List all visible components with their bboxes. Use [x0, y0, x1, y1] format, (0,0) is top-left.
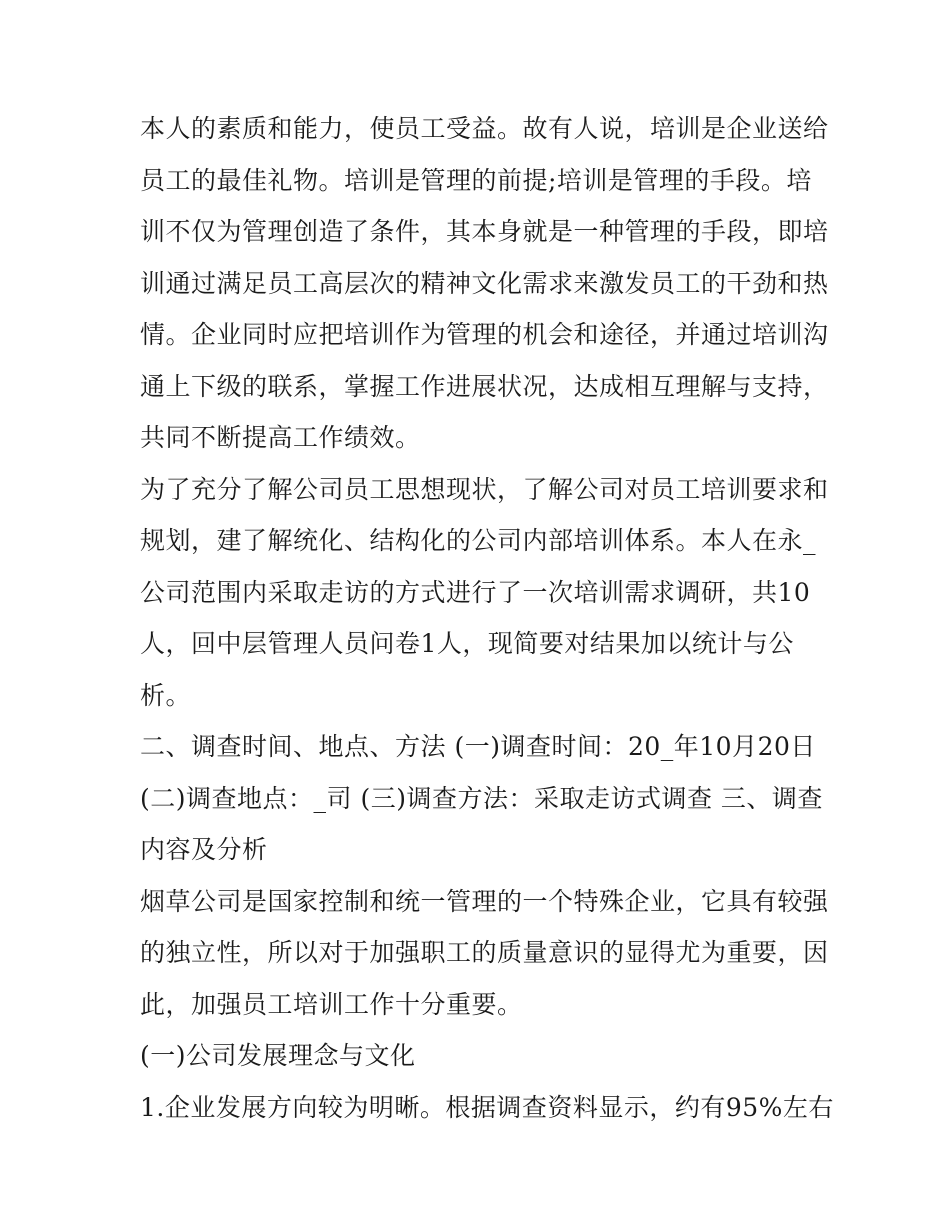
- text-line: 员工的最佳礼物。培训是管理的前提;培训是管理的手段。培: [140, 165, 812, 195]
- text-line: (二)调查地点：_司 (三)调查方法：采取走访式调查 三、调查: [140, 783, 823, 813]
- text-line: 的独立性，所以对于加强职工的质量意识的显得尤为重要，因: [140, 938, 829, 967]
- text-line: 规划，建了解统化、结构化的公司内部培训体系。本人在永_: [140, 526, 817, 555]
- text-line: 人，回中层管理人员问卷1人，现简要对结果加以统计与公: [140, 629, 794, 658]
- text-line: 内容及分析: [140, 835, 268, 864]
- document-body: [140, 103, 834, 1133]
- subsection-heading: (一)公司发展理念与文化: [140, 1041, 416, 1070]
- text-line: 本人的素质和能力，使员工受益。故有人说，培训是企业送给: [140, 114, 829, 143]
- section-heading: 二、调查时间、地点、方法 (一)调查时间：20_年10月20日: [140, 732, 816, 761]
- text-line: 1.企业发展方向较为明晰。根据调查资料显示，约有95%左右: [140, 1092, 834, 1122]
- text-line: 此，加强员工培训工作十分重要。: [140, 989, 523, 1019]
- text-line: 情。企业同时应把培训作为管理的机会和途径，并通过培训沟: [140, 320, 829, 349]
- text-line: 共同不断提高工作绩效。: [140, 423, 421, 452]
- text-line: 通上下级的联系，掌握工作进展状况，达成相互理解与支持，: [140, 371, 829, 401]
- text-line: 公司范围内采取走访的方式进行了一次培训需求调研，共10: [140, 577, 811, 607]
- text-line: 训不仅为管理创造了条件，其本身就是一种管理的手段，即培: [140, 217, 829, 246]
- text-line: 析。: [140, 680, 192, 710]
- text-line: 训通过满足员工高层次的精神文化需求来激发员工的干劲和热: [140, 268, 829, 298]
- text-line: 烟草公司是国家控制和统一管理的一个特殊企业，它具有较强: [140, 886, 829, 916]
- text-line: 为了充分了解公司员工思想现状，了解公司对员工培训要求和: [140, 474, 829, 504]
